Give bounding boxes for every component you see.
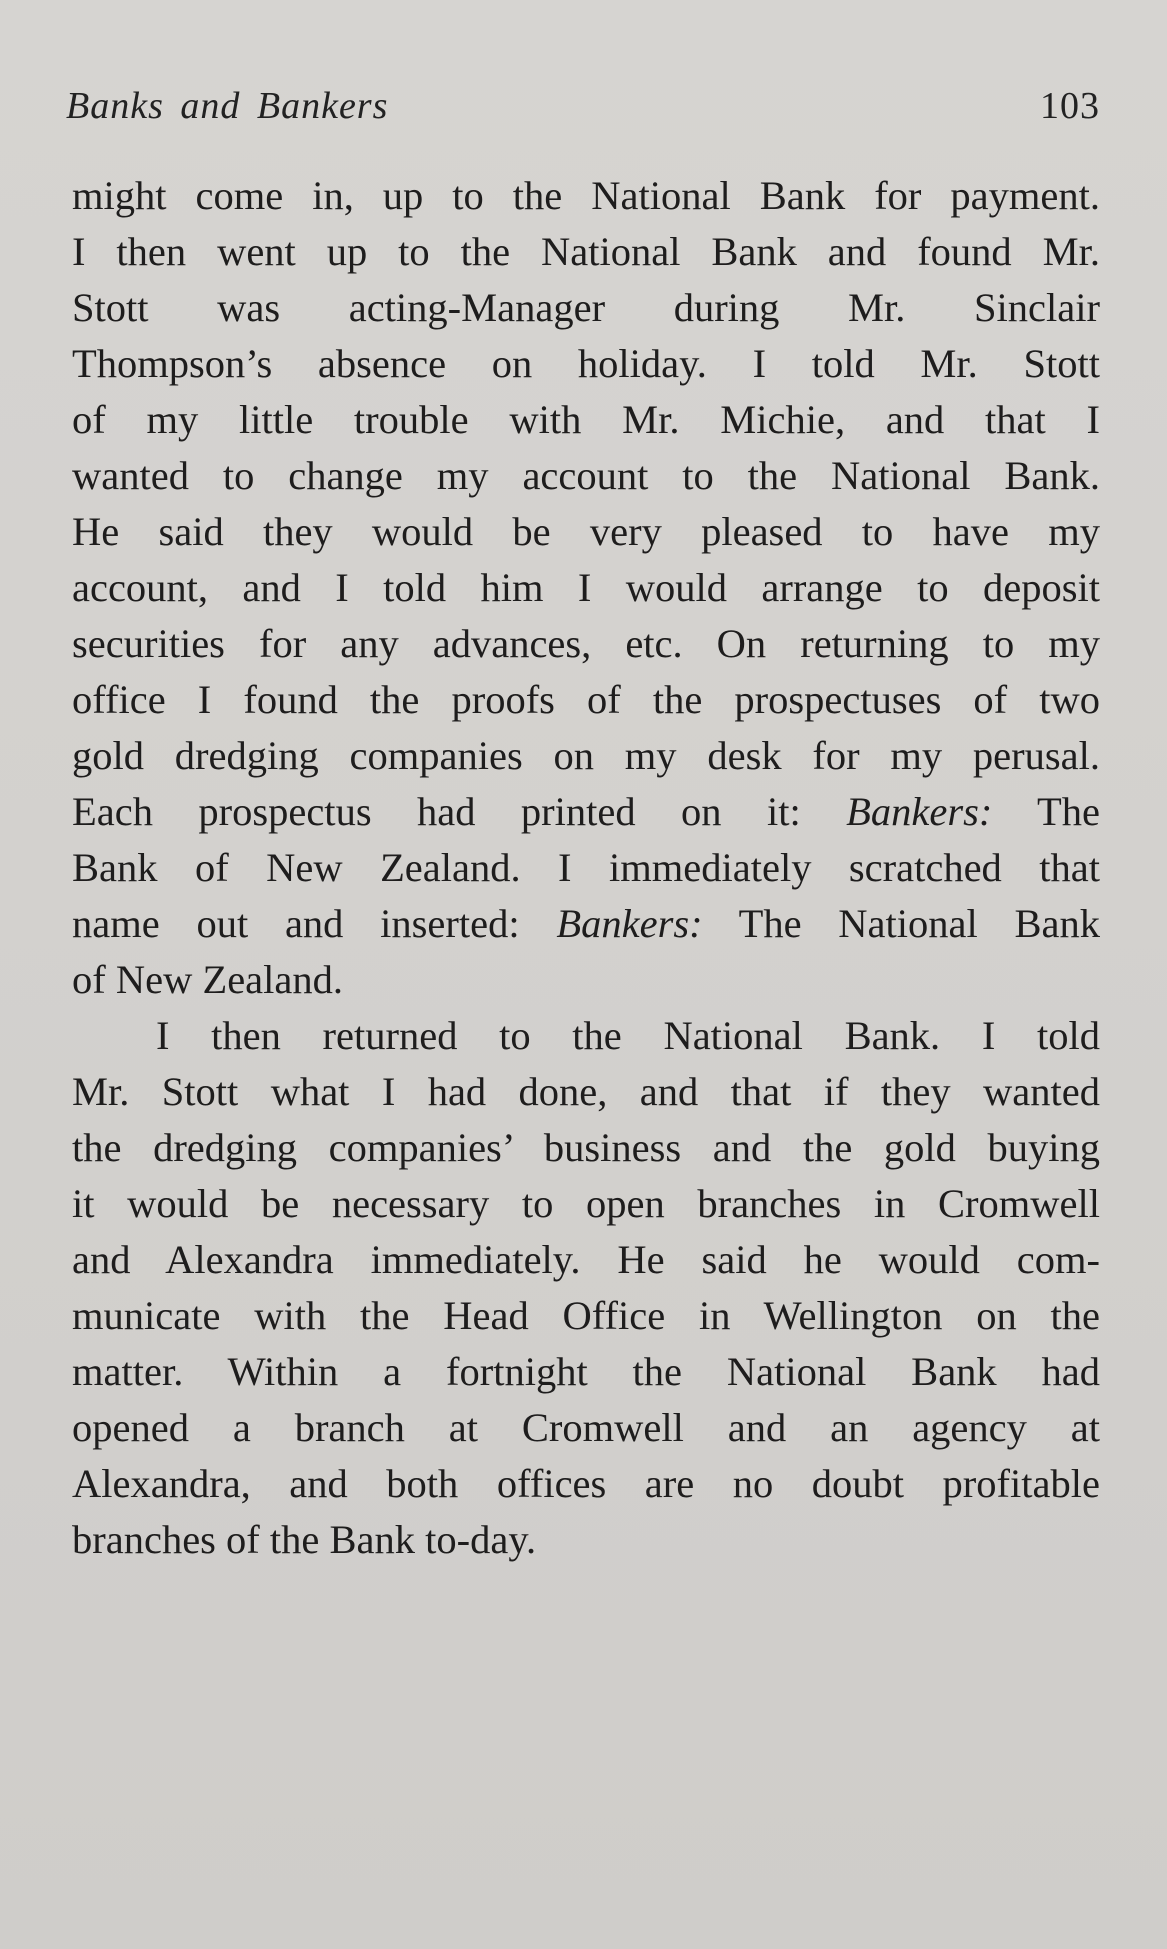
text-line: opened a branch at Cromwell and an agency at [72,1405,1100,1450]
running-title: Banks and Bankers [66,85,389,127]
text-line: municate with the Head Office in Wellington on the [72,1293,1100,1338]
text-line: Each prospectus had printed on it: Bankers: The [72,789,1100,834]
text-line: account, and I told him I would arrange to deposit [72,565,1100,610]
text-line: branches of the Bank to-day. [72,1517,537,1562]
text-line: Thompson’s absence on holiday. I told Mr. Stott [72,341,1100,386]
running-head [66,84,1100,134]
text-line: name out and inserted: Bankers: The National Bank [72,901,1100,946]
text-line: might come in, up to the National Bank for payment. [72,173,1100,218]
text-line: and Alexandra immediately. He said he would com- [72,1237,1100,1282]
text-line: wanted to change my account to the National Bank. [72,453,1100,498]
text-line: Mr. Stott what I had done, and that if they wanted [72,1069,1100,1114]
text-line: Stott was acting-Manager during Mr. Sinclair [72,285,1100,330]
text-line: of New Zealand. [72,957,344,1002]
italic-term: Bankers: [556,901,703,946]
text-line: Alexandra, and both offices are no doubt profitable [72,1461,1100,1506]
text-line: the dredging companies’ business and the gold buying [72,1125,1100,1170]
text-line: securities for any advances, etc. On returning to my [72,621,1100,666]
text-line: I then returned to the National Bank. I told [156,1013,1100,1058]
text-line: Bank of New Zealand. I immediately scratched that [72,845,1100,890]
text-line: matter. Within a fortnight the National Bank had [72,1349,1100,1394]
text-line: it would be necessary to open branches in Cromwell [72,1181,1100,1226]
body-text [72,168,1100,1568]
text-line: of my little trouble with Mr. Michie, and that I [72,397,1100,442]
italic-term: Bankers: [846,789,993,834]
text-line: office I found the proofs of the prospectuses of two [72,677,1100,722]
text-line: He said they would be very pleased to have my [72,509,1100,554]
text-line: I then went up to the National Bank and found Mr. [72,229,1100,274]
text-line: gold dredging companies on my desk for my perusal. [72,733,1100,778]
page-number: 103 [1040,85,1100,127]
